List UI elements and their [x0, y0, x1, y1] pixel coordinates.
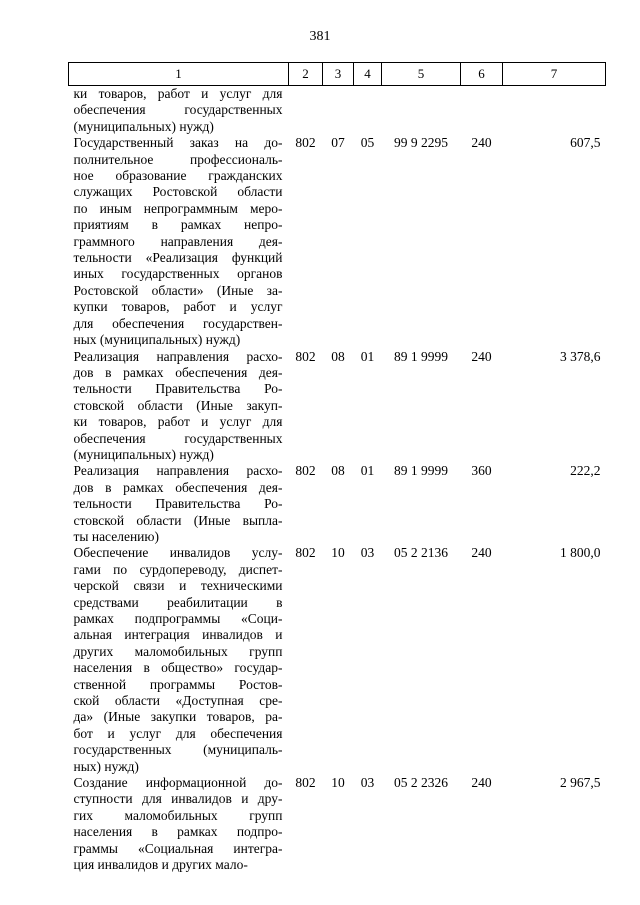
ministry-code: 802	[295, 775, 316, 791]
section-code: 08	[331, 348, 345, 364]
expense-type-code: 240	[471, 348, 492, 364]
ministry-code	[289, 86, 323, 136]
section-code: 07	[331, 135, 345, 151]
subsection-code: 05	[360, 135, 375, 151]
description-line: ных) нужд)	[73, 758, 139, 774]
description-line: средствами реабилитации в	[73, 594, 283, 610]
description-line: государственных (муниципаль-	[73, 742, 283, 758]
header-cell: 4	[354, 63, 382, 86]
description-line: Ростовской области» (Иные за-	[73, 282, 283, 298]
ministry-code: 802	[295, 463, 316, 479]
row-description	[69, 775, 289, 873]
subsection-code: 01	[360, 348, 375, 364]
description-line: населения в рамках подпро-	[73, 824, 283, 840]
description-line: черской связи и техническими	[73, 578, 283, 594]
description-line: населения в общество» государ-	[73, 660, 283, 676]
target-article-code: 89 1 9999	[394, 463, 448, 479]
description-line: граммного направления дея-	[73, 233, 283, 249]
description-line: иных государственных органов	[73, 266, 283, 282]
description-line: альная интеграция инвалидов и	[73, 627, 283, 643]
description-line: Создание информационной до-	[73, 775, 283, 791]
target-article-code: 05 2 2326	[394, 775, 448, 791]
section-code	[323, 86, 354, 136]
description-line: ки товаров, работ и услуг для	[73, 86, 283, 101]
amount	[503, 86, 606, 136]
description-line: Государственный заказ на до-	[73, 135, 283, 151]
subsection-code: 03	[360, 775, 375, 791]
budget-table	[68, 62, 606, 874]
header-cell: 2	[289, 63, 323, 86]
description-line: стовской области (Иные закуп-	[73, 397, 283, 413]
ministry-code: 802	[295, 135, 316, 151]
amount: 3 378,6	[560, 348, 601, 364]
table-row	[69, 349, 606, 464]
ministry-code: 802	[295, 348, 316, 364]
row-description	[69, 349, 289, 464]
table-body	[69, 86, 606, 874]
description-line: тельности Правительства Ро-	[73, 381, 283, 397]
description-line: ция инвалидов и других мало-	[73, 857, 248, 873]
description-line: ственной программы Ростов-	[73, 676, 283, 692]
amount: 2 967,5	[560, 775, 601, 791]
expense-type-code	[461, 86, 503, 136]
description-line: ных (муниципальных) нужд)	[73, 332, 241, 348]
description-line: приятиям в рамках непро-	[73, 217, 283, 233]
subsection-code	[354, 86, 382, 136]
description-line: обеспечения государственных	[73, 430, 283, 446]
description-line: бот и услуг для обеспечения	[73, 725, 283, 741]
row-description	[69, 86, 289, 136]
table-row	[69, 135, 606, 348]
section-code: 08	[331, 463, 345, 479]
table-row	[69, 545, 606, 775]
target-article-code: 89 1 9999	[394, 348, 448, 364]
subsection-code: 01	[360, 463, 375, 479]
description-line: дов в рамках обеспечения дея-	[73, 479, 283, 495]
header-cell: 1	[69, 63, 289, 86]
description-line: Реализация направления расхо-	[73, 348, 283, 364]
target-article-code: 99 9 2295	[394, 135, 448, 151]
description-line: ступности для инвалидов и дру-	[73, 791, 283, 807]
description-line: Обеспечение инвалидов услу-	[73, 545, 283, 561]
expense-type-code: 360	[471, 463, 492, 479]
description-line: гами по сурдопереводу, диспет-	[73, 561, 283, 577]
table-row	[69, 463, 606, 545]
description-line: дов в рамках обеспечения дея-	[73, 364, 283, 380]
header-cell: 6	[461, 63, 503, 86]
description-line: ное образование гражданских	[73, 168, 283, 184]
description-line: по иным непрограммным меро-	[73, 200, 283, 216]
description-line: купки товаров, работ и услуг	[73, 299, 283, 315]
description-line: полнительное профессиональ-	[73, 151, 283, 167]
description-line: ской области «Доступная сре-	[73, 693, 283, 709]
amount: 222,2	[570, 463, 601, 479]
description-line: служащих Ростовской области	[73, 184, 283, 200]
description-line: рамках подпрограммы «Соци-	[73, 611, 283, 626]
table-row	[69, 86, 606, 136]
row-description	[69, 135, 289, 348]
page-number: 381	[309, 29, 331, 44]
description-line: Реализация направления расхо-	[73, 463, 283, 479]
target-article-code: 05 2 2136	[394, 545, 448, 561]
description-line: граммы «Социальная интегра-	[73, 840, 283, 856]
description-line: стовской области (Иные выпла-	[73, 512, 283, 528]
description-line: (муниципальных) нужд)	[73, 446, 214, 462]
target-article-code	[382, 86, 461, 136]
amount: 1 800,0	[560, 545, 601, 561]
description-line: да» (Иные закупки товаров, ра-	[73, 709, 283, 725]
description-line: (муниципальных) нужд)	[73, 118, 214, 134]
section-code: 10	[331, 775, 345, 791]
expense-type-code: 240	[471, 135, 492, 151]
subsection-code: 03	[360, 545, 375, 561]
expense-type-code: 240	[471, 545, 492, 561]
table-header-row	[69, 63, 606, 86]
amount: 607,5	[570, 135, 601, 151]
description-line: тельности «Реализация функций	[73, 250, 283, 266]
section-code: 10	[331, 545, 345, 561]
expense-type-code: 240	[471, 775, 492, 791]
description-line: гих маломобильных групп	[73, 807, 283, 823]
header-cell: 5	[382, 63, 461, 86]
header-cell: 3	[323, 63, 354, 86]
description-line: других маломобильных групп	[73, 643, 283, 659]
header-cell: 7	[503, 63, 606, 86]
ministry-code: 802	[295, 545, 316, 561]
description-line: обеспечения государственных	[73, 102, 283, 118]
description-line: ты населению)	[73, 528, 159, 544]
table-row	[69, 775, 606, 873]
row-description	[69, 545, 289, 775]
row-description	[69, 463, 289, 545]
description-line: ки товаров, работ и услуг для	[73, 414, 283, 430]
description-line: для обеспечения государствен-	[73, 315, 283, 331]
description-line: тельности Правительства Ро-	[73, 496, 283, 512]
